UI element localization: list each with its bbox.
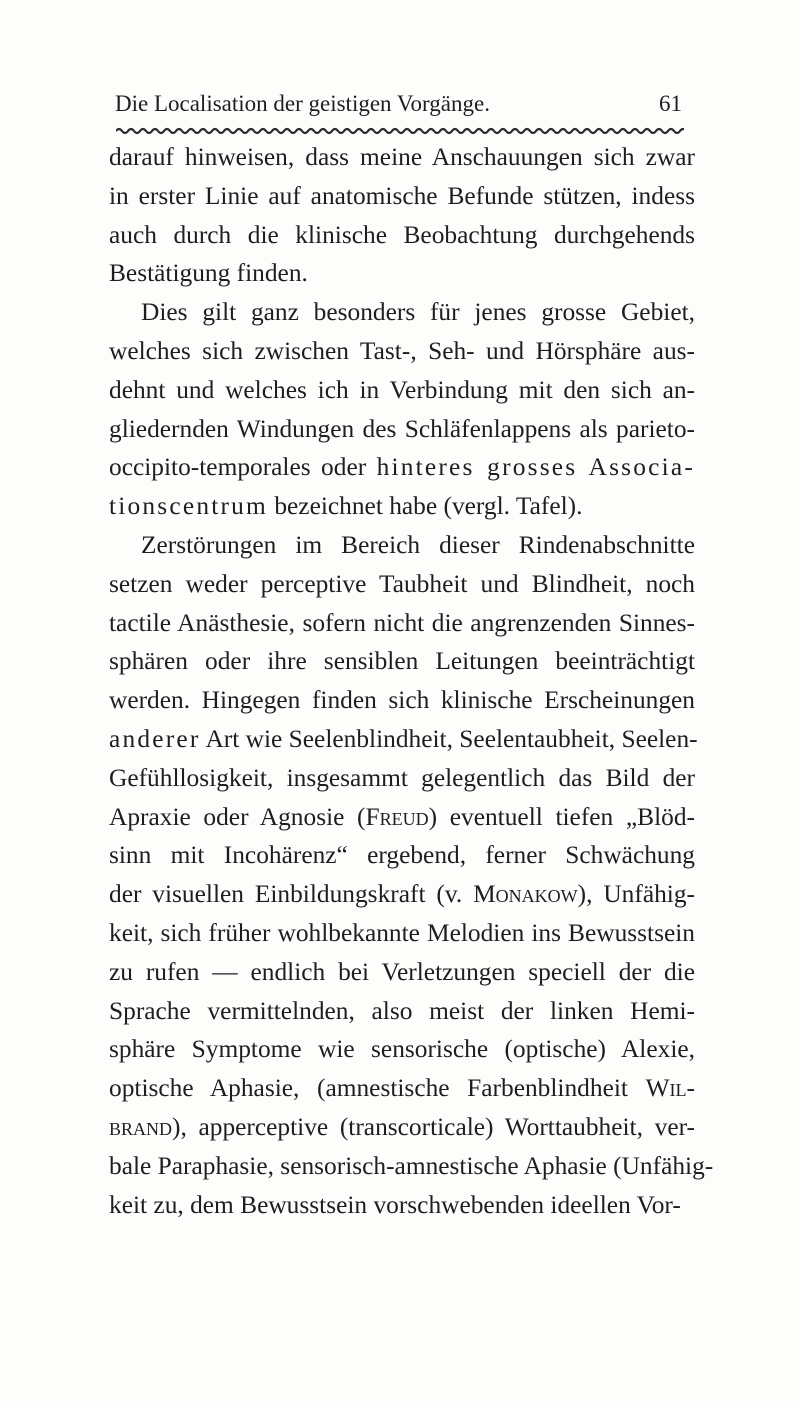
text-line — [109, 254, 695, 293]
text-segment: Gefühllosigkeit, insgesammt gelegentlich das Bild der — [109, 763, 695, 792]
spaced-emphasis: hinteres grosses Associa- — [376, 453, 695, 482]
text-line — [109, 681, 695, 720]
running-title: Die Localisation der geistigen Vorgänge. — [115, 91, 490, 116]
author-name: Monakow — [473, 880, 578, 909]
text-line — [109, 953, 695, 992]
text-segment: Art wie Seelenblindheit, Seelentaubheit, Seelen- — [200, 724, 698, 753]
text-line — [109, 371, 695, 410]
author-name: brand — [109, 1112, 173, 1141]
text-segment: ) eventuell tiefen „Blöd- — [428, 802, 695, 831]
text-segment: sphäre Symptome wie sensorische (optische) Alexie, — [109, 1035, 695, 1064]
author-name: Freud — [365, 802, 429, 831]
text-segment: keit, sich früher wohlbekannte Melodien ins Bewusstsein — [109, 918, 695, 947]
text-line — [109, 565, 695, 604]
text-segment: Zerstörungen im Bereich dieser Rindenabschnitte — [141, 530, 695, 559]
page-number: 61 — [659, 91, 682, 116]
text-segment: welches sich zwischen Tast-, Seh- und Hörsphäre aus- — [109, 336, 695, 365]
text-segment: darauf hinweisen, dass meine Anschauungen sich zwar — [109, 143, 695, 171]
text-line — [109, 1030, 695, 1069]
text-line — [109, 138, 695, 177]
text-segment: ), apperceptive (transcorticale) Worttaubheit, ver- — [172, 1112, 695, 1141]
text-segment: setzen weder perceptive Taubheit und Blindheit, noch — [109, 569, 695, 598]
text-segment: sinn mit Incohärenz“ ergebend, ferner Schwächung — [109, 841, 695, 870]
text-segment: Sprache vermittelnden, also meist der linken Hemi- — [109, 996, 695, 1025]
author-name: Wil- — [645, 1074, 695, 1103]
text-line — [109, 216, 695, 255]
text-segment: occipito-temporales oder — [109, 453, 377, 482]
text-segment: optische Aphasie, (amnestische Farbenblindheit — [109, 1074, 646, 1103]
running-head — [115, 84, 685, 124]
text-segment: keit zu, dem Bewusstsein vorschwebenden ideellen Vor- — [109, 1190, 681, 1219]
text-line — [109, 177, 695, 216]
text-line — [109, 487, 695, 526]
text-line — [109, 992, 695, 1031]
text-line — [109, 293, 695, 332]
spaced-emphasis: tionscentrum — [109, 492, 268, 521]
header-wavy-rule — [116, 127, 684, 135]
body-text — [109, 138, 714, 1224]
text-line — [109, 332, 695, 371]
text-segment: bezeichnet habe (vergl. Tafel). — [267, 492, 583, 521]
text-line — [109, 448, 695, 487]
text-line — [109, 1108, 695, 1147]
text-segment: Dies gilt ganz besonders für jenes grosse Gebiet, — [141, 298, 695, 327]
text-segment: gliedernden Windungen des Schläfenlappens als parieto- — [109, 414, 695, 443]
text-segment: dehnt und welches ich in Verbindung mit den sich an- — [109, 375, 695, 404]
text-line — [109, 604, 695, 643]
text-segment: Bestätigung finden. — [109, 259, 308, 288]
text-segment: in erster Linie auf anatomische Befunde stützen, indess — [109, 181, 695, 210]
text-line — [109, 410, 695, 449]
text-line — [109, 1147, 714, 1186]
text-segment: bale Paraphasie, sensorisch-amnestische Aphasie (Unfähig- — [109, 1151, 714, 1180]
text-segment: auch durch die klinische Beobachtung durchgehends — [109, 220, 695, 249]
text-segment: werden. Hingegen finden sich klinische Erscheinungen — [109, 686, 695, 715]
text-segment: tactile Anästhesie, sofern nicht die angrenzenden Sinnes- — [109, 608, 695, 637]
text-segment: Apraxie oder Agnosie ( — [109, 802, 366, 831]
text-line — [109, 526, 695, 565]
text-line — [109, 836, 695, 875]
text-line — [109, 1069, 695, 1108]
spaced-emphasis: anderer — [109, 724, 201, 753]
text-segment: zu rufen — endlich bei Verletzungen speciell der die — [109, 957, 695, 986]
text-line — [109, 798, 695, 837]
text-segment: ), Unfähig- — [577, 880, 696, 909]
text-line — [109, 914, 695, 953]
text-line — [109, 642, 695, 681]
text-line — [109, 875, 695, 914]
text-line — [109, 1186, 695, 1225]
text-line — [109, 720, 698, 759]
text-line — [109, 759, 695, 798]
text-segment: sphären oder ihre sensiblen Leitungen beeinträchtigt — [109, 647, 695, 676]
text-segment: der visuellen Einbildungskraft (v. — [109, 880, 474, 909]
